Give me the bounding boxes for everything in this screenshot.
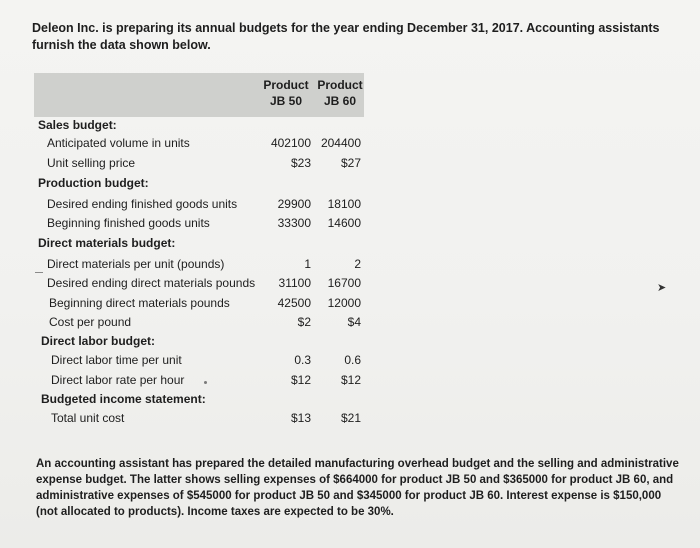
- table-row: [0, 409, 700, 427]
- value-jb50: 402100: [270, 136, 311, 150]
- table-row: [0, 332, 700, 350]
- table-row: [0, 255, 700, 273]
- section-heading: Direct labor budget:: [41, 334, 156, 348]
- section-heading: Budgeted income statement:: [41, 392, 206, 406]
- row-label: Beginning finished goods units: [47, 216, 210, 230]
- row-label: Beginning direct materials pounds: [49, 296, 230, 310]
- row-label: Desired ending finished goods units: [47, 197, 238, 211]
- table-row: [0, 195, 700, 213]
- value-jb50: $23: [290, 156, 311, 170]
- value-jb60: $27: [340, 156, 361, 170]
- value-jb60: 0.6: [344, 353, 361, 367]
- row-label: Anticipated volume in units: [47, 136, 190, 150]
- row-marker: [35, 272, 43, 273]
- value-jb50: 1: [304, 257, 311, 271]
- value-jb60: 16700: [327, 276, 361, 290]
- table-row: [0, 154, 700, 172]
- section-heading: Sales budget:: [38, 118, 117, 132]
- value-jb60: $21: [340, 411, 361, 425]
- row-label: Desired ending direct materials pounds: [47, 276, 256, 290]
- value-jb60: 12000: [327, 296, 361, 310]
- row-label: Direct labor rate per hour: [51, 373, 185, 387]
- value-jb50: 29900: [277, 197, 311, 211]
- stray-dot: [204, 381, 207, 384]
- value-jb60: $12: [340, 373, 361, 387]
- table-row: [0, 371, 700, 389]
- value-jb60: 2: [354, 257, 361, 271]
- table-row: [0, 294, 700, 312]
- section-heading: Production budget:: [38, 176, 149, 190]
- value-jb60: $4: [347, 315, 361, 329]
- value-jb50: 33300: [277, 216, 311, 230]
- table-row: [0, 134, 700, 152]
- value-jb50: 42500: [277, 296, 311, 310]
- row-label: Direct labor time per unit: [51, 353, 182, 367]
- value-jb50: $2: [297, 315, 311, 329]
- intro-paragraph: Deleon Inc. is preparing its annual budgets for the year ending December 31, 2017. Accounting assistants furnish the data shown below.: [32, 21, 660, 52]
- table-row: [0, 214, 700, 232]
- note-paragraph: An accounting assistant has prepared the detailed manufacturing overhead budget and the selling and administrative expense budget. The latter shows selling expenses of $664000 for product JB 50 and $365000 for product JB 60, and administrative expenses of $545000 for product JB 50 and $345000 for product JB 60. Interest expense is $150,000 (not allocated to products). Income taxes are expected to be 30%.: [36, 458, 679, 518]
- value-jb60: 14600: [327, 216, 361, 230]
- table-row: [0, 274, 700, 292]
- table-row: [0, 234, 700, 252]
- value-jb50: 0.3: [294, 353, 311, 367]
- value-jb60: 18100: [327, 197, 361, 211]
- column-header-jb60: Product JB 60: [317, 78, 363, 108]
- row-label: Unit selling price: [47, 156, 136, 170]
- value-jb50: $13: [290, 411, 311, 425]
- row-label: Total unit cost: [51, 411, 125, 425]
- row-label: Cost per pound: [49, 315, 132, 329]
- value-jb50: $12: [290, 373, 311, 387]
- mouse-cursor-icon: ➤: [657, 282, 667, 294]
- table-row: [0, 174, 700, 192]
- table-row: [0, 313, 700, 331]
- value-jb60: 204400: [320, 136, 361, 150]
- column-header-jb50: Product JB 50: [263, 78, 309, 108]
- value-jb50: 31100: [278, 276, 311, 290]
- row-label: Direct materials per unit (pounds): [47, 257, 225, 271]
- table-row: [0, 351, 700, 369]
- section-heading: Direct materials budget:: [38, 236, 176, 250]
- table-row: [0, 390, 700, 408]
- table-row: [0, 116, 700, 134]
